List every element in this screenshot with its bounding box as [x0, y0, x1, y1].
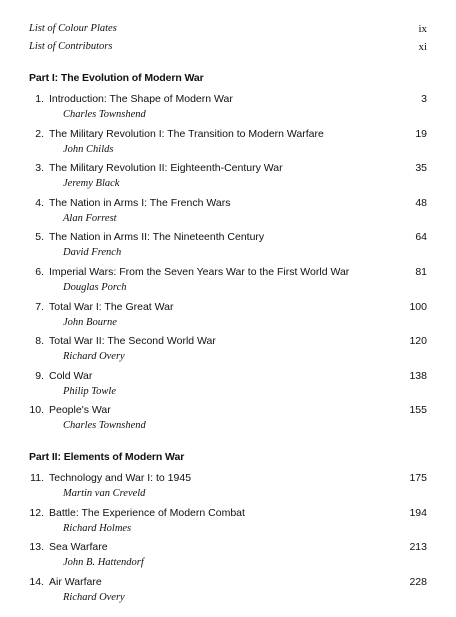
chapter-author: Charles Townshend: [63, 420, 146, 432]
chapter-title: Technology and War I: to 1945: [49, 472, 192, 484]
chapter-page: 64: [415, 231, 427, 244]
chapter-page: 35: [415, 162, 427, 175]
chapter-title: Cold War: [49, 369, 93, 382]
prelim-entry: [29, 23, 427, 41]
prelim-entry: [29, 41, 427, 59]
chapter-author: Richard Overy: [63, 351, 125, 363]
prelim-title: List of Colour Plates: [29, 23, 117, 34]
chapter-author: John Bourne: [63, 316, 117, 328]
chapter-title: Air Warfare: [49, 576, 102, 589]
chapter-title: The Nation in Arms I: The French Wars: [49, 196, 231, 209]
chapter-number: 14.: [29, 576, 44, 589]
chapter-author: Richard Overy: [63, 592, 125, 604]
prelim-title: List of Contributors: [29, 41, 113, 52]
chapter-author: Richard Holmes: [63, 522, 132, 534]
chapter-author: Alan Forrest: [63, 212, 117, 224]
toc-entry: [0, 197, 456, 231]
chapter-page: 155: [409, 404, 427, 417]
toc-entry: [0, 370, 456, 404]
toc-entry: [0, 231, 456, 265]
toc-entry: [0, 162, 456, 196]
chapter-title: Total War II: The Second World War: [49, 335, 216, 348]
chapter-title: Total War I: The Great War: [49, 300, 174, 313]
toc-entry: [0, 266, 456, 300]
chapter-number: 10.: [29, 404, 44, 417]
chapter-title: Sea Warfare: [49, 541, 108, 554]
chapter-number: 5.: [35, 231, 44, 244]
chapter-page: 194: [409, 506, 427, 519]
toc-entry: [0, 507, 456, 541]
chapter-title: The Nation in Arms II: The Nineteenth Century: [49, 231, 265, 244]
toc-entry: [0, 93, 456, 127]
chapter-author: Jeremy Black: [63, 178, 120, 190]
chapter-title: Battle: The Experience of Modern Combat: [49, 506, 245, 519]
toc-entry: [0, 128, 456, 162]
chapter-number: 8.: [35, 335, 44, 348]
chapter-author: Philip Towle: [63, 385, 116, 397]
chapter-title: The Military Revolution II: Eighteenth-Century War: [49, 162, 283, 175]
chapter-author: Charles Townshend: [63, 109, 146, 120]
chapter-title: The Military Revolution I: The Transition to Modern Warfare: [49, 127, 324, 140]
chapter-page: 213: [409, 541, 427, 554]
toc-entry: [0, 576, 456, 610]
toc-entry: [0, 301, 456, 335]
chapter-number: 4.: [35, 196, 44, 209]
chapter-number: 6.: [35, 266, 44, 278]
chapter-page: 138: [409, 369, 427, 382]
prelim-page: xi: [418, 41, 427, 53]
chapter-author: John B. Hattendorf: [63, 557, 144, 569]
toc-entry: [0, 472, 456, 506]
chapter-number: 7.: [35, 300, 44, 313]
chapter-page: 120: [409, 335, 427, 348]
chapter-author: Douglas Porch: [63, 282, 127, 293]
chapter-number: 1.: [35, 93, 44, 105]
chapter-page: 175: [409, 472, 427, 484]
chapter-author: Martin van Creveld: [63, 488, 146, 499]
chapter-title: People's War: [49, 404, 111, 417]
chapter-page: 100: [409, 300, 427, 313]
chapter-page: 3: [421, 93, 427, 105]
chapter-page: 81: [415, 266, 427, 278]
part-heading: Part II: Elements of Modern War: [29, 451, 185, 463]
chapter-page: 19: [415, 127, 427, 140]
chapter-number: 9.: [35, 369, 44, 382]
toc-entry: [0, 335, 456, 369]
chapter-page: 228: [409, 576, 427, 589]
chapter-number: 13.: [29, 541, 44, 554]
prelim-page: ix: [418, 23, 427, 35]
chapter-number: 3.: [35, 162, 44, 175]
chapter-title: Introduction: The Shape of Modern War: [49, 93, 233, 105]
chapter-number: 11.: [30, 472, 44, 484]
toc-entry: [0, 541, 456, 575]
chapter-page: 48: [415, 196, 427, 209]
part-heading: Part I: The Evolution of Modern War: [29, 72, 204, 84]
chapter-author: David French: [63, 247, 122, 259]
chapter-author: John Childs: [63, 143, 114, 155]
chapter-number: 12.: [29, 506, 44, 519]
chapter-number: 2.: [35, 127, 44, 140]
toc-entry: [0, 404, 456, 438]
chapter-title: Imperial Wars: From the Seven Years War to the First World War: [49, 266, 350, 278]
